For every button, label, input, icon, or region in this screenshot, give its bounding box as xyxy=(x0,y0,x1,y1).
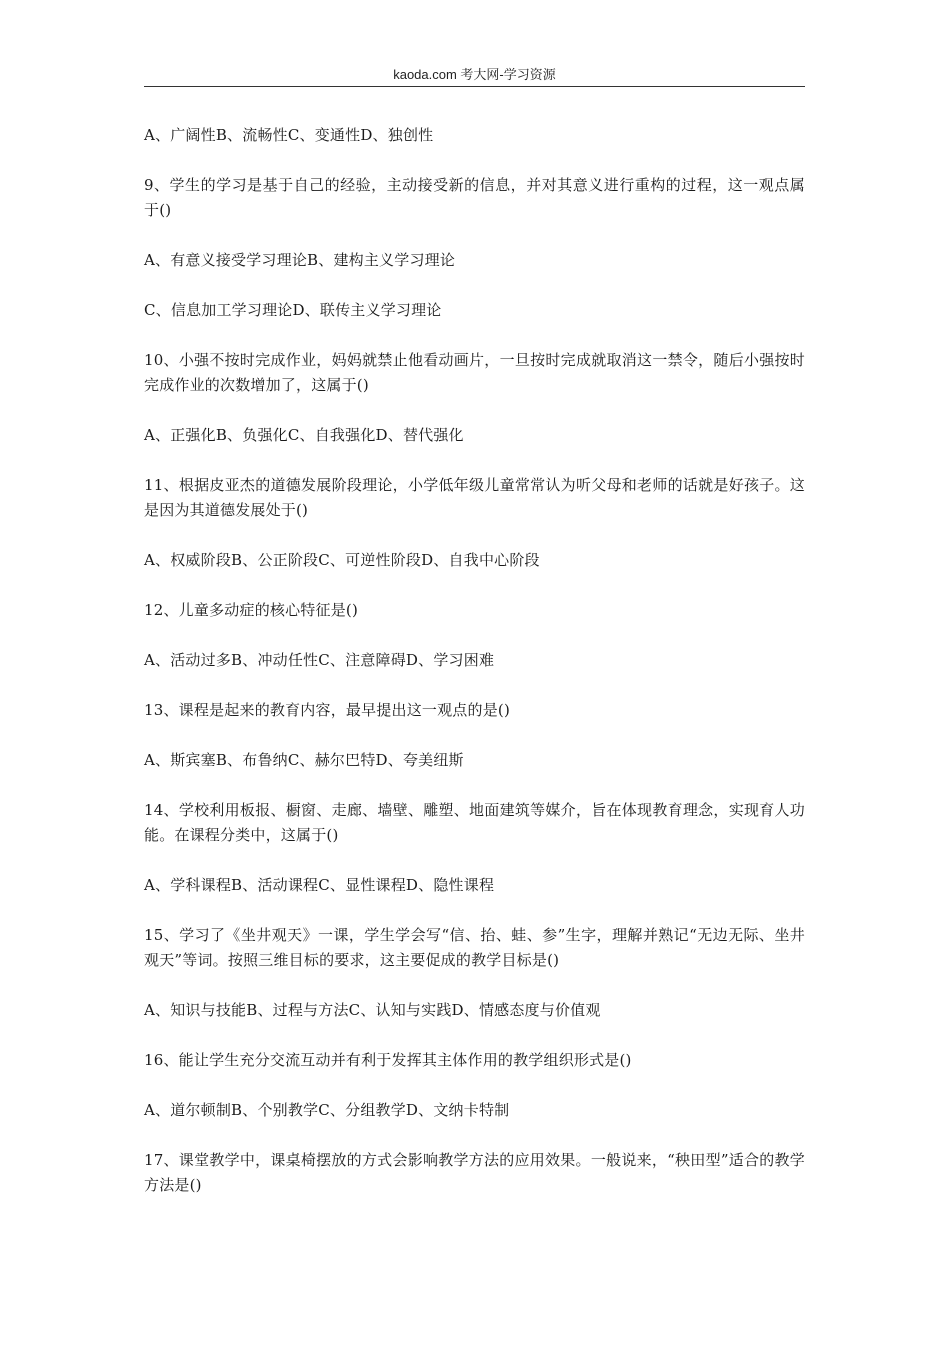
answer-options-9-ab: A、有意义接受学习理论B、建构主义学习理论 xyxy=(144,251,456,269)
question-9: 9、学生的学习是基于自己的经验，主动接受新的信息，并对其意义进行重构的过程，这一观点属于() xyxy=(144,176,805,219)
answer-options-14: A、学科课程B、活动课程C、显性课程D、隐性课程 xyxy=(144,876,495,894)
answer-options-15: A、知识与技能B、过程与方法C、认知与实践D、情感态度与价值观 xyxy=(144,1001,601,1019)
answer-options-16: A、道尔顿制B、个别教学C、分组教学D、文纳卡特制 xyxy=(144,1101,510,1119)
question-12: 12、儿童多动症的核心特征是() xyxy=(144,601,358,619)
question-10: 10、小强不按时完成作业，妈妈就禁止他看动画片，一旦按时完成就取消这一禁令，随后小强按时完成作业的次数增加了，这属于() xyxy=(144,351,805,394)
question-16: 16、能让学生充分交流互动并有利于发挥其主体作用的教学组织形式是() xyxy=(144,1051,632,1069)
answer-options-10: A、正强化B、负强化C、自我强化D、替代强化 xyxy=(144,426,464,444)
question-17: 17、课堂教学中，课桌椅摆放的方式会影响教学方法的应用效果。一般说来，“秧田型”适合的教学方法是() xyxy=(144,1151,805,1194)
header-divider xyxy=(144,86,805,87)
answer-options-13: A、斯宾塞B、布鲁纳C、赫尔巴特D、夸美纽斯 xyxy=(144,751,464,769)
question-14: 14、学校利用板报、橱窗、走廊、墙壁、雕塑、地面建筑等媒介，旨在体现教育理念，实现育人功能。在课程分类中，这属于() xyxy=(144,801,805,844)
answer-options-12: A、活动过多B、冲动任性C、注意障碍D、学习困难 xyxy=(144,651,495,669)
answer-options-8: A、广阔性B、流畅性C、变通性D、独创性 xyxy=(144,126,434,144)
answer-options-9-cd: C、信息加工学习理论D、联传主义学习理论 xyxy=(144,301,442,319)
question-15: 15、学习了《坐井观天》一课，学生学会写“信、抬、蛙、参”生字，理解并熟记“无边无际、坐井观天”等词。按照三维目标的要求，这主要促成的教学目标是() xyxy=(144,926,805,969)
question-11: 11、根据皮亚杰的道德发展阶段理论，小学低年级儿童常常认为听父母和老师的话就是好孩子。这是因为其道德发展处于() xyxy=(144,476,805,519)
answer-options-11: A、权威阶段B、公正阶段C、可逆性阶段D、自我中心阶段 xyxy=(144,551,540,569)
document-body xyxy=(144,123,805,1223)
question-13: 13、课程是起来的教育内容，最早提出这一观点的是() xyxy=(144,701,510,719)
page-header: kaoda.com 考大网-学习资源 xyxy=(393,67,556,82)
